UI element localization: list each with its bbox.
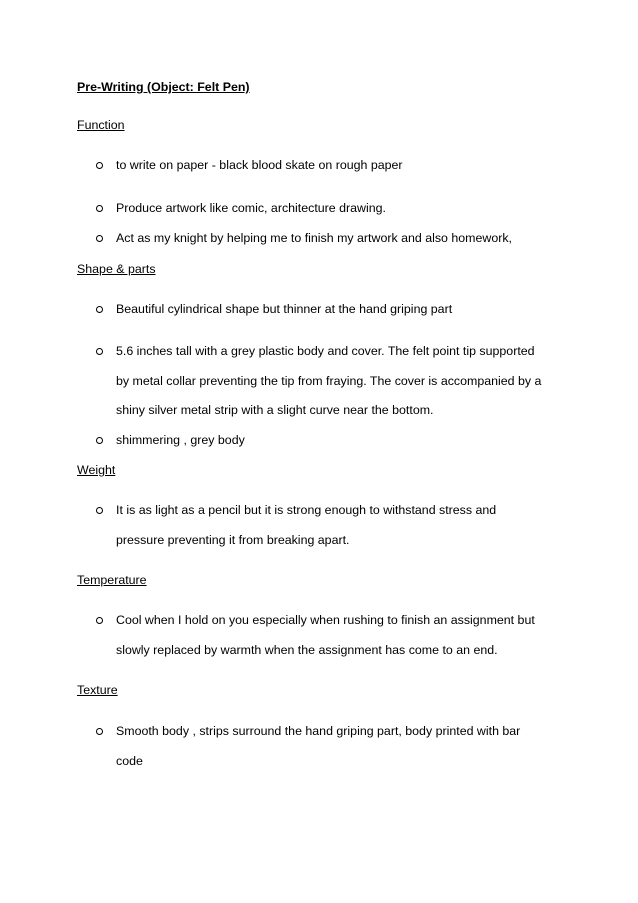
bullet-icon: [96, 205, 103, 212]
bullet-icon: [96, 617, 103, 624]
list-item-line: code: [116, 754, 143, 768]
list-item-line: shimmering , grey body: [116, 433, 245, 447]
list-item-line: slowly replaced by warmth when the assignment has come to an end.: [116, 643, 498, 657]
list-item-line: pressure preventing it from breaking apart.: [116, 533, 350, 547]
list-item-line: Produce artwork like comic, architecture drawing.: [116, 201, 386, 215]
section-heading-texture: Texture: [77, 683, 118, 697]
list-item-line: by metal collar preventing the tip from fraying. The cover is accompanied by a: [116, 374, 542, 388]
bullet-icon: [96, 728, 103, 735]
bullet-icon: [96, 348, 103, 355]
list-item-line: It is as light as a pencil but it is strong enough to withstand stress and: [116, 503, 497, 517]
list-item-line: Beautiful cylindrical shape but thinner at the hand griping part: [116, 302, 453, 316]
section-heading-weight: Weight: [77, 463, 116, 477]
list-item-line: to write on paper - black blood skate on rough paper: [116, 158, 403, 172]
bullet-icon: [96, 162, 103, 169]
list-item-line: Act as my knight by helping me to finish my artwork and also homework,: [116, 231, 512, 245]
list-item-line: shiny silver metal strip with a slight curve near the bottom.: [116, 403, 434, 417]
bullet-icon: [96, 235, 103, 242]
bullet-icon: [96, 306, 103, 313]
list-item-line: Cool when I hold on you especially when rushing to finish an assignment but: [116, 613, 535, 627]
list-item-line: Smooth body , strips surround the hand griping part, body printed with bar: [116, 724, 521, 738]
document-title: Pre-Writing (Object: Felt Pen): [77, 80, 250, 94]
section-heading-shape-parts: Shape & parts: [77, 262, 156, 276]
list-item-line: 5.6 inches tall with a grey plastic body and cover. The felt point tip supported: [116, 344, 535, 358]
section-heading-temperature: Temperature: [77, 573, 147, 587]
bullet-icon: [96, 507, 103, 514]
section-heading-function: Function: [77, 118, 125, 132]
bullet-icon: [96, 437, 103, 444]
